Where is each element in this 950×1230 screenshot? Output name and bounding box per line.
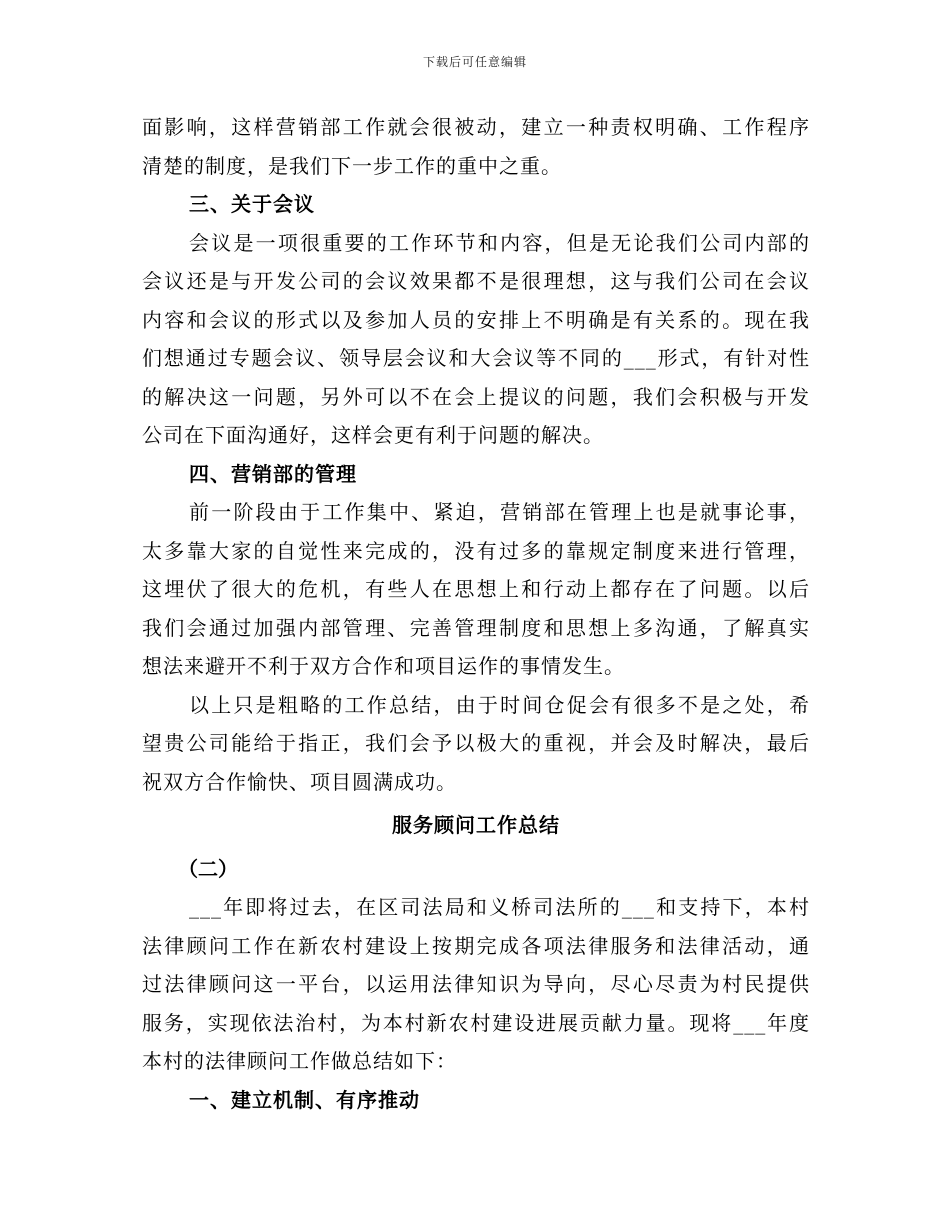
- text-line: 面影响，这样营销部工作就会很被动，建立一种责权明确、工作程序: [142, 115, 810, 139]
- text-line: 服务，实现依法治村，为本村新农村建设进展贡献力量。现将___年度: [142, 1010, 810, 1035]
- document-body: [142, 108, 810, 1119]
- text-line: 会议还是与开发公司的会议效果都不是很理想，这与我们公司在会议: [142, 269, 810, 293]
- text-line: 望贵公司能给于指正，我们会予以极大的重视，并会及时解决，最后: [142, 731, 810, 755]
- text-line: 想法来避开不利于双方合作和项目运作的事情发生。: [142, 654, 625, 678]
- paragraph: [142, 108, 810, 185]
- paragraph: [142, 888, 810, 1081]
- text-line: 太多靠大家的自觉性来完成的，没有过多的靠规定制度来进行管理，: [142, 538, 810, 563]
- paragraph: [142, 686, 810, 802]
- paragraph: [142, 224, 810, 455]
- text-line: 的解决这一问题，另外可以不在会上提议的问题，我们会积极与开发: [142, 384, 810, 409]
- text-line: 本村的法律顾问工作做总结如下：: [142, 1049, 457, 1073]
- text-line: 公司在下面沟通好，这样会更有利于问题的解决。: [142, 423, 604, 447]
- text-line: 清楚的制度，是我们下一步工作的重中之重。: [142, 153, 562, 178]
- text-line: 们想通过专题会议、领导层会议和大会议等不同的___形式，有针对性: [142, 346, 810, 370]
- text-line: ___年即将过去，在区司法局和义桥司法所的___和支持下，本村: [189, 895, 810, 919]
- paragraph: [142, 493, 810, 686]
- text-line: 我们会通过加强内部管理、完善管理制度和思想上多沟通，了解真实: [142, 615, 810, 640]
- text-line: 这埋伏了很大的危机，有些人在思想上和行动上都存在了问题。以后: [142, 577, 810, 601]
- text-line: 过法律顾问这一平台，以运用法律知识为导向，尽心尽责为村民提供: [142, 972, 810, 996]
- page-header: 下载后可任意编辑: [422, 55, 527, 69]
- section-heading: 三、关于会议: [189, 192, 315, 216]
- text-line: 法律顾问工作在新农村建设上按期完成各项法律服务和法律活动，通: [142, 933, 810, 958]
- text-line: 以上只是粗略的工作总结，由于时间仓促会有很多不是之处，希: [189, 692, 810, 717]
- document-subtitle: （二）: [178, 856, 238, 881]
- text-line: 前一阶段由于工作集中、紧迫，营销部在管理上也是就事论事，: [189, 500, 810, 524]
- section-heading: 四、营销部的管理: [189, 461, 357, 486]
- section-heading: 一、建立机制、有序推动: [189, 1087, 420, 1112]
- text-line: 会议是一项很重要的工作环节和内容，但是无论我们公司内部的: [189, 230, 810, 255]
- document-title: 服务顾问工作总结: [392, 813, 560, 837]
- text-line: 内容和会议的形式以及参加人员的安排上不明确是有关系的。现在我: [142, 307, 810, 332]
- text-line: 祝双方合作愉快、项目圆满成功。: [142, 769, 457, 794]
